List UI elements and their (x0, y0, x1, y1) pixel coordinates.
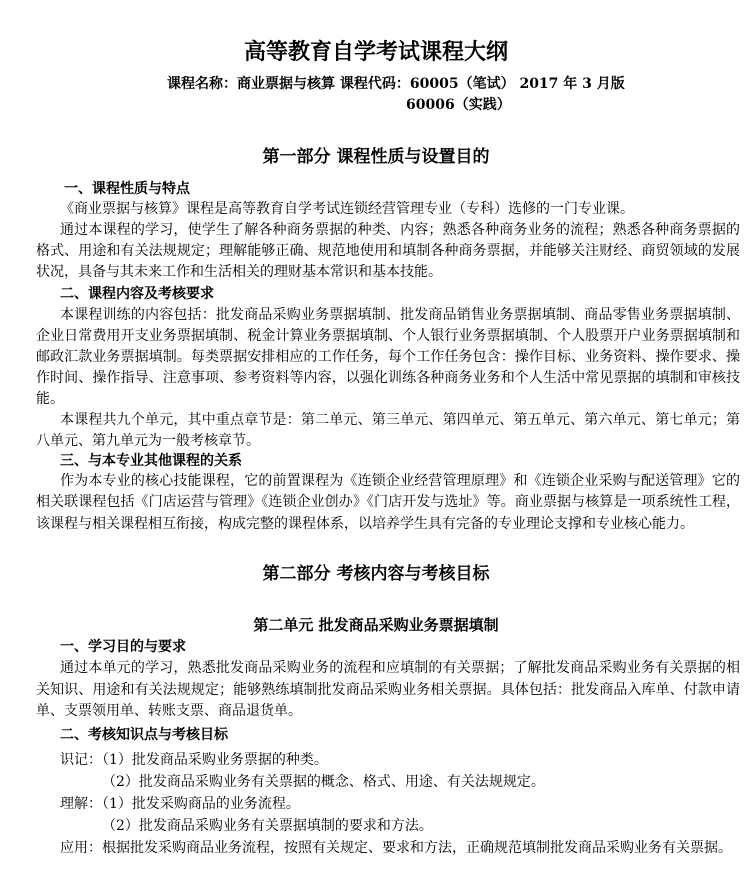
paragraph-line: 相关联课程包括《门店运营与管理》《连锁企业创办》《门店开发与选址》等。商业票据与核算是一项系统性工程， (36, 494, 740, 510)
part1-s3-title: 三、与本专业其他课程的关系 (60, 453, 242, 469)
paragraph-line: 作时间、操作指导、注意事项、参考资料等内容，以强化训练各种商务业务和个人生活中常见票据的填制和审核技 (36, 370, 740, 386)
paragraph-line: 关知识、用途和有关法规规定；能够熟练填制批发商品采购业务相关票据。具体包括：批发商品入库单、付款申请 (36, 682, 740, 698)
paragraph-line: 应用：根据批发采购商品业务流程，按照有关规定、要求和方法，正确规范填制批发商品采购业务有关票据。 (60, 840, 732, 856)
document-title: 高等教育自学考试课程大纲 (243, 39, 508, 65)
paragraph-line: 识记：（1）批发商品采购业务票据的种类。 (60, 752, 328, 768)
part1-s2-title: 二、课程内容及考核要求 (60, 286, 214, 302)
paragraph-line: 作为本专业的核心技能课程，它的前置课程为《连锁企业经营管理原理》和《连锁企业采购与配送管理》它的 (60, 473, 740, 489)
paragraph-line: 理解：（1）批发采购商品的业务流程。 (60, 796, 300, 812)
course-meta-line2: 60006（实践） (406, 97, 511, 113)
paragraph-line: 通过本单元的学习，熟悉批发商品采购业务的流程和应填制的有关票据；了解批发商品采购业务有关票据的相 (60, 660, 740, 676)
paragraph-line: 企业日常费用开支业务票据填制、税金计算业务票据填制、个人银行业务票据填制、个人股票开户业务票据填制和 (36, 328, 740, 344)
part1-s1-title: 一、课程性质与特点 (64, 181, 190, 197)
paragraph-line: （2）批发商品采购业务有关票据填制的要求和方法。 (102, 818, 433, 834)
paragraph-line: 通过本课程的学习，使学生了解各种商务票据的种类、内容；熟悉各种商务业务的流程；熟悉各种商务票据的 (60, 222, 740, 238)
unit-heading: 第二单元 批发商品采购业务票据填制 (253, 616, 499, 634)
paragraph-line: 能。 (36, 391, 64, 407)
course-meta-line1: 课程名称：商业票据与核算 课程代码：60005（笔试） 2017 年 3 月版 (167, 76, 625, 92)
part2-s2-title: 二、考核知识点与考核目标 (60, 727, 228, 743)
paragraph-line: 《商业票据与核算》课程是高等教育自学考试连锁经营管理专业（专科）选修的一门专业课。 (60, 201, 634, 217)
paragraph-line: 单、支票领用单、转账支票、商品退货单。 (36, 703, 302, 719)
paragraph-line: 八单元、第九单元为一般考核章节。 (36, 433, 260, 449)
paragraph-line: （2）批发商品采购业务有关票据的概念、格式、用途、有关法规规定。 (102, 774, 545, 790)
part1-heading: 第一部分 课程性质与设置目的 (262, 147, 490, 167)
paragraph-line: 状况，具备与其未来工作和生活相关的理财基本常识和基本技能。 (36, 264, 442, 280)
paragraph-line: 本课程共九个单元，其中重点章节是：第二单元、第三单元、第四单元、第五单元、第六单元、第七单元；第 (60, 412, 740, 428)
part2-heading: 第二部分 考核内容与考核目标 (262, 564, 490, 584)
paragraph-line: 格式、用途和有关法规规定；理解能够正确、规范地使用和填制各种商务票据，并能够关注财经、商贸领域的发展 (36, 243, 740, 259)
paragraph-line: 该课程与相关课程相互衔接，构成完整的课程体系，以培养学生具有完备的专业理论支撑和专业核心能力。 (36, 516, 694, 532)
paragraph-line: 本课程训练的内容包括：批发商品采购业务票据填制、批发商品销售业务票据填制、商品零售业务票据填制、 (60, 307, 740, 323)
part2-s1-title: 一、学习目的与要求 (60, 639, 186, 655)
paragraph-line: 邮政汇款业务票据填制。每类票据安排相应的工作任务，每个工作任务包含：操作目标、业务资料、操作要求、操 (36, 349, 740, 365)
